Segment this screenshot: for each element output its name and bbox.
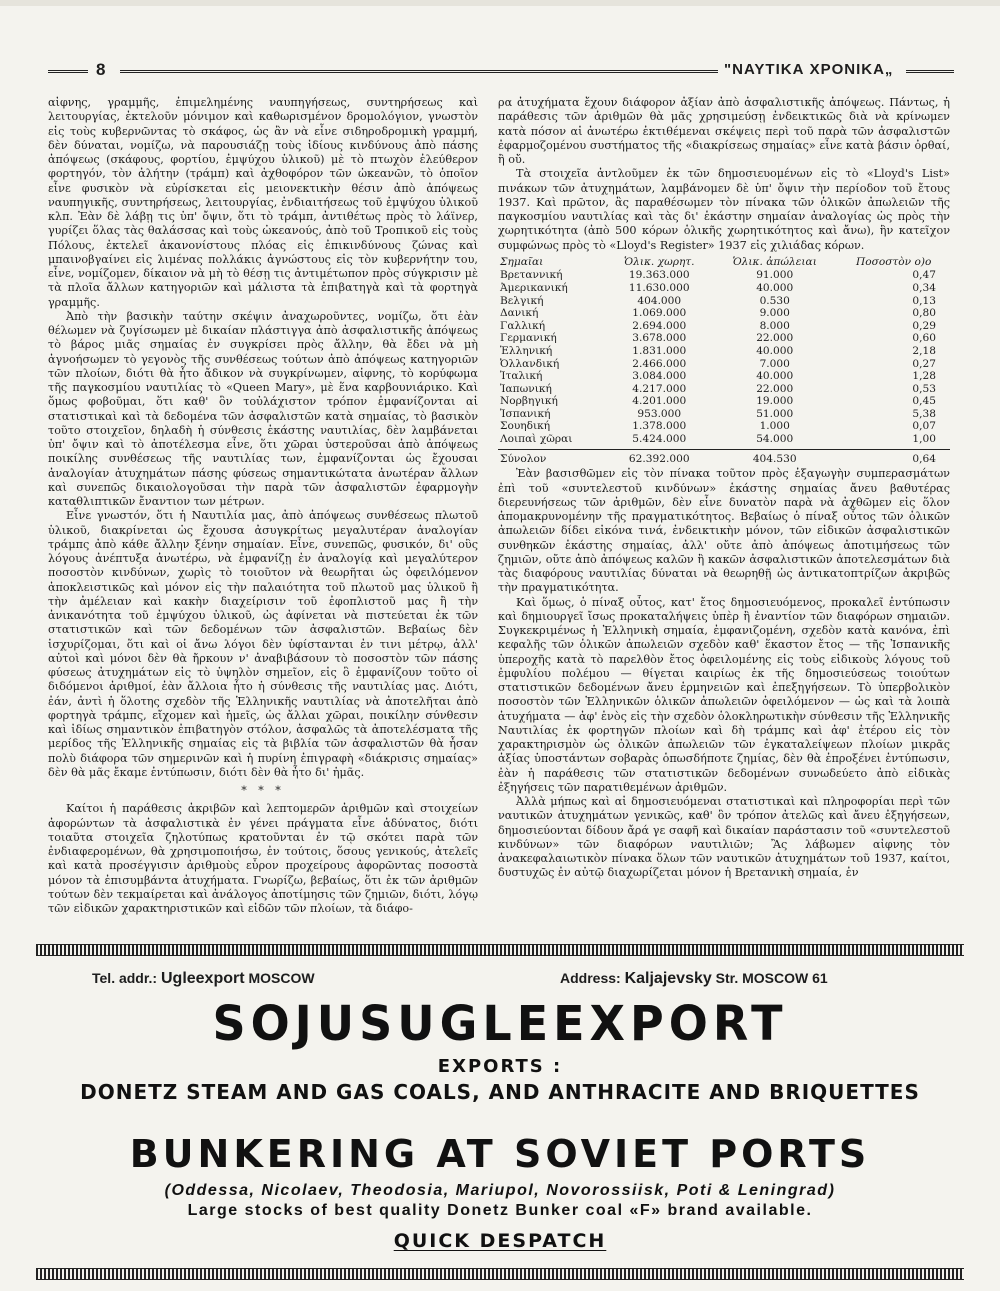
table-cell: 22.000 [756, 332, 794, 345]
ad-products-line: DONETZ STEAM AND GAS COALS, AND ANTHRACITE AND BRIQUETTES [80, 1080, 920, 1104]
table-cell: Γαλλική [500, 319, 546, 332]
right-paragraph-4: Καὶ ὅμως, ὁ πίναξ οὗτος, κατ' ἔτος δημοσιευόμενος, προκαλεῖ ἐντύπωσιν καὶ δημιουργεῖ ἴσως προκαταλήψεις ὑπὲρ ἢ ἐναντίον τῶν διαφόρων σημαιῶν. Συγκεκριμένως ἡ Ἑλληνικὴ σημαία, ἐμφανιζομένη, σχεδὸν κατὰ κανόνα, ἐπὶ κεφαλῆς τῶν ὁλικῶν ἀπωλειῶν σχεδὸν καθ' ἕκαστον ἔτος — τῆς Ἰσπανικῆς ὑπεροχῆς κατὰ τὸ παρελθὸν ἔτος ὀφειλομένης εἰς τοὺς εἰδικοὺς λόγους τοῦ ἐμφυλίου πολέμου — θίγεται καιρίως ἐκ τῆς δημοσιεύσεως τοιούτων στατιστικῶν δεδομένων ἄνευ ἑρμηνειῶν καὶ ἐπεξηγήσεων. Τὸ ὑπερβολικὸν ποσοστὸν τῶν Ἑλληνικῶν ὁλικῶν ἀπωλειῶν ὀφειλόμενον — ὡς καὶ τὰ λοιπὰ ἀτυχήματα — ἀφ' ἑνὸς εἰς τὴν σχεδὸν ὁλοκληρωτικὴν σύνθεσιν τῆς Ἑλληνικῆς Ναυτιλίας ἐκ φορτηγῶν πλοίων καὶ δὴ τράμπς καὶ ἀφ' ἑτέρου εἰς τὸν χαρακτηρισμὸν ὡς ὁλικῶν ἀπωλειῶν τῶν ἐγκαταλείψεων πλοίων μικρᾶς ἀξίας ὑποστάντων σοβαρὰς ὁπωσδήποτε ζημίας, δὲν θὰ ἐπροξένει ἐντύπωσιν, ἐὰν ἡ παράθεσις τῶν στατιστικῶν δεδομένων συνωδεύετο ἀπὸ εἰδικὰς ἐξηγήσεις τῶν παρατιθεμένων ἀριθμῶν. [498, 595, 950, 794]
table-cell: 3.678.000 [632, 332, 687, 345]
ad-company-name: SOJUSUGLEEXPORT [212, 994, 788, 1052]
table-cell: 0,07 [912, 420, 936, 433]
table-cell: 3.084.000 [632, 370, 687, 383]
table-cell: 0,53 [912, 382, 936, 395]
right-paragraph-1: ρα ἀτυχήματα ἔχουν διάφορον ἀξίαν ἀπὸ ἀσφαλιστικῆς ἀπόψεως. Πάντως, ἡ παράθεσις τῶν ἀριθμῶν θὰ μᾶς χρησιμεύσῃ ἐνδεικτικῶς διὰ νὰ κρίνωμεν κατὰ πόσον αἱ ἀνωτέρω ἐκτιθέμεναι σκέψεις περὶ τοῦ παρὰ τῶν ἀσφαλιστῶν ἐφαρμοζομένου συστήματος τῆς «διακρίσεως σημαίας» εἶνε κατὰ βάσιν ὀρθαί, ἢ οὔ. [498, 96, 950, 166]
table-cell: 1.378.000 [632, 420, 687, 433]
right-column [498, 96, 950, 941]
table-header-row [498, 255, 950, 270]
table-cell: 1.000 [759, 420, 790, 433]
table-cell: 0,27 [912, 357, 936, 370]
table-header-cell: Σημαῖαι [500, 255, 544, 268]
table-total-row [498, 449, 950, 465]
table-cell: 5.424.000 [632, 433, 687, 446]
table-row [498, 433, 950, 449]
losses-table [498, 255, 950, 466]
table-cell: Σύνολον [498, 449, 606, 465]
table-cell: 2.466.000 [632, 357, 687, 370]
left-paragraph-3: Εἶνε γνωστόν, ὅτι ἡ Ναυτιλία μας, ἀπὸ ἀπόψεως συνθέσεως πλωτοῦ ὑλικοῦ, διακρίνεται ὡς ἔχουσα ἀσυγκρίτως μεγαλυτέραν ἀναλογίαν τράμπς ἀπὸ κάθε ἄλλην ξένην σημαίαν. Εἶνε, συνεπῶς, φυσικόν, δι' οὓς λόγους ἀνέπτυξα ἀνωτέρω, νὰ ἐμφανίζῃ ἐν ἀναλογίᾳ καὶ μεγαλύτερον ποσοστὸν κινδύνων, χωρὶς τὸ τοιοῦτον νὰ θεωρῆται ὡς ὀφειλόμενον ἀποκλειστικῶς καὶ μόνον εἰς τὴν παλαιότητα τοῦ πλωτοῦ μας ὑλικοῦ ἢ τὴν ἀμέλειαν καὶ κακὴν διαχείρισιν τοῦ ἐφοπλιστοῦ μας ἢ τὴν ἀνικανότητα τοῦ ἐμψύχου ὑλικοῦ, ὡς ἀφίνεται νὰ πιστεύεται ἐκ τῶν στατιστικῶν καὶ τῶν δεδομένων τῶν ἀσφαλιστῶν. Βεβαίως δὲν ἰσχυρίζομαι, ὅτι καὶ οἱ ἄνω λόγοι δὲν ὑφίστανται ἐν τινι μέτρῳ, ἀλλ' αὐτοὶ καὶ μόνοι δὲν θὰ ἤρκουν ν' ἀναβιβάσουν τὸ ποσοστὸν τῶν πάσης φύσεως ἀτυχημάτων εἰς τὸ ὑψηλὸν σημεῖον, εἰς ὃ ἐμφανίζουν τοῦτο οἱ διδόμενοι ἀριθμοί, ἐὰν ἄλλοια ἦτο ἡ σύνθεσις τῆς ναυτιλίας μας. Διότι, ἐάν, ἀντὶ ἡ ὅλοτης σχεδὸν τῆς Ἑλληνικῆς ναυτιλίας νὰ ἀποτελῆται ἀπὸ φορτηγὰ τράμπς, εἴχομεν καὶ ἡμεῖς, ὡς ἄλλαι χῶραι, ποικίλην σύνθεσιν καὶ ἰδίως σημαντικὸν ἐπιβατηγὸν στόλον, ἀσφαλῶς τὰ ἀποτελέσματα τῆς μερίδος τῆς Ἑλληνικῆς σημαίας εἰς τὰ βιβλία τῶν ἀσφαλιστῶν θὰ ἦσαν πολὺ διάφορα τῶν σημερινῶν καὶ ἡ πυρίνη ἐπιγραφὴ «διάκρισις σημαίας» δὲν θὰ μᾶς ἔκαμε ἐντύπωσιν, διότι δὲν θὰ ἦτο δι' ἡμᾶς. [48, 509, 478, 779]
table-cell: Ἰσπανική [500, 407, 551, 420]
table-cell: 22.000 [756, 382, 794, 395]
left-column [48, 96, 478, 941]
table-row [498, 295, 950, 308]
table-row [498, 307, 950, 320]
table-cell: 40.000 [756, 370, 794, 383]
ad-addr-rest: Str. MOSCOW 61 [715, 970, 828, 986]
table-cell: 0.530 [759, 294, 790, 307]
table-cell: Ἑλληνική [500, 344, 553, 357]
table-row [498, 320, 950, 333]
page-header [48, 60, 954, 84]
table-row [498, 358, 950, 371]
table-cell: 404.000 [637, 294, 682, 307]
table-cell: 8.000 [759, 319, 790, 332]
table-cell: 5,38 [912, 407, 936, 420]
scan-edge [0, 0, 1000, 6]
table-cell: 1.069.000 [632, 307, 687, 320]
table-cell: Ἀμερικανική [500, 281, 568, 294]
table-cell: 1,00 [912, 433, 936, 446]
table-cell: Λοιπαὶ χῶραι [500, 433, 573, 446]
table-row [498, 370, 950, 383]
table-body [498, 269, 950, 465]
right-paragraph-3: Ἐὰν βασισθῶμεν εἰς τὸν πίνακα τοῦτον πρὸς ἐξαγωγὴν συμπερασμάτων ἐπὶ τοῦ «συντελεστοῦ κινδύνων» ἑκάστης σημαίας ἄνευ βαθυτέρας διερευνήσεως τῶν ἀριθμῶν, δὲν εἶνε δυνατὸν παρὰ νὰ ἀχθῶμεν εἰς ὅλον ἀπομακρυνομένην τῆς πραγματικότητος. Βεβαίως ὁ πίναξ οὗτος τῶν ὁλικῶν ἀπωλειῶν δίδει εἰκόνα τινά, ἐνδεικτικὴν μόνον, τῶν εἰδικῶν ἀσφαλιστικῶν συνθηκῶν ἑκάστης σημαίας, ἀλλ' οὔτε ἀπὸ ἀπόψεως ἀποτιμήσεως τῶν ζημιῶν, οὔτε ἀπὸ ἀπόψεως καλῶν ἢ κακῶν ἀσφαλιστικῶν ἀποτελεσμάτων διὰ τὰς διαφόρους ναυτιλίας δύναται νὰ θεωρηθῇ ὡς ἀντικατοπτρίζων ἀκριβῶς τὴν πραγματικότητα. [498, 467, 950, 595]
table-cell: 19.000 [756, 395, 794, 408]
page-number: 8 [96, 60, 106, 79]
table-row [498, 395, 950, 408]
advertisement [36, 944, 964, 1282]
table-header-cell: Ὁλικ. ἀπώλειαι [732, 255, 817, 268]
table-cell: Ἰαπωνική [500, 382, 552, 395]
table-row [498, 269, 950, 282]
right-paragraph-2: Τὰ στοιχεῖα ἀντλοῦμεν ἐκ τῶν δημοσιευομένων εἰς τὸ «Lloyd's List» πινάκων τῶν ἀτυχημάτων, λαμβάνομεν δὲ ὑπ' ὄψιν τὴν περίοδον τοῦ ἔτους 1937. Καὶ πρῶτον, ἂς παραθέσωμεν τὸν πίνακα τῶν ὁλικῶν ἀπωλειῶν τῆς παγκοσμίου ναυτιλίας καὶ τὰς δι' ἑκάστην σημαίαν ἀναλογίας ὡς πρὸς τὴν χωρητικότητα (ἀπὸ 500 κόρων ὁλικῆς χωρητικότητος καὶ ἄνω), ἣν κατεῖχον συμφώνως πρὸς τὸ «Lloyd's Register» 1937 εἰς χιλιάδας κόρων. [498, 167, 950, 252]
table-cell: 7.000 [759, 357, 790, 370]
table-cell: 1.831.000 [632, 344, 687, 357]
table-cell: 404.530 [712, 449, 837, 465]
table-cell: 4.201.000 [632, 395, 687, 408]
table-row [498, 345, 950, 358]
table-cell: Γερμανική [500, 332, 557, 345]
table-cell: 40.000 [756, 344, 794, 357]
table-header-cell: Ὁλικ. χωρητ. [624, 255, 695, 268]
ad-tel-label: Tel. addr.: [92, 970, 158, 986]
table-cell: 0,29 [912, 319, 936, 332]
ad-border-top [36, 944, 964, 956]
ad-tel-city: MOSCOW [248, 970, 315, 986]
table-cell: 953.000 [637, 407, 682, 420]
table-row [498, 420, 950, 433]
table-cell: 1,28 [912, 370, 936, 383]
table-cell: 0,60 [912, 332, 936, 345]
section-separator: * * * [241, 784, 285, 797]
table-cell: Σουηδική [500, 420, 551, 433]
ad-border-bottom [36, 1268, 964, 1280]
table-row [498, 408, 950, 421]
table-cell: 62.392.000 [606, 449, 712, 465]
table-cell: Ὀλλανδική [500, 357, 560, 370]
right-paragraph-5: Ἀλλὰ μήπως καὶ αἱ δημοσιευόμεναι στατιστικαὶ καὶ πληροφορίαι περὶ τῶν ναυτικῶν ἀτυχημάτων γενικῶς, καθ' ὃν τρόπον ἀτελῶς καὶ ἄνευ ἐξηγήσεων, δημοσιεύονται δίδουν ἄρά γε σαφῆ καὶ δικαίαν παράστασιν τοῦ «συντελεστοῦ κινδύνων» τῶν διαφόρων ναυτιλιῶν; Ἂς λάβωμεν αἰφνης τὸν ἀνακεφαλαιωτικὸν πίνακα ὅλων τῶν ναυτικῶν ἀτυχημάτων τοῦ 1937, καίτοι, δυστυχῶς ἐν αὐτῷ διαχωρίζεται μόνον ἡ Βρετανικὴ σημαία, ἐν [498, 795, 950, 880]
table-cell: 40.000 [756, 281, 794, 294]
journal-title: "ΝΑΥΤΙΚΑ ΧΡΟΝΙΚΑ„ [724, 61, 894, 78]
table-cell: 51.000 [756, 407, 794, 420]
table-row [498, 282, 950, 295]
left-paragraph-4: Καίτοι ἡ παράθεσις ἀκριβῶν καὶ λεπτομερῶν ἀριθμῶν καὶ στοιχείων ἀφορώντων τὰ ἀσφαλιστικὰ ἐν γένει πράγματα εἶνε ἀδύνατος, διότι τοιαῦτα στοιχεῖα ζηλοτύπως κρατοῦνται ἐν τῷ σκότει παρὰ τῶν ἐνδιαφερομένων, θὰ χρησιμοποιήσω, ἐν τούτοις, ὅσους γενικούς, ἀτελεῖς καὶ κατὰ προσέγγισιν ἀριθμοὺς εὗρον προχείρους ἀφορῶντας ποσοστὰ μόνον τὰ ἐπισυμβάντα ἀτυχήματα. Γνωρίζω, βεβαίως, ὅτι ἐκ τῶν ἀριθμῶν τούτων δὲν τεκμαίρεται καὶ ἀνάλογος ἀποτίμησις τῶν ζημιῶν, διότι, λόγῳ τῶν εἰδικῶν χαρακτηριστικῶν καὶ εἰδῶν τῶν πλοίων, τὰ διάφο- [48, 802, 478, 915]
table-cell: 54.000 [756, 433, 794, 446]
table-cell: 0,80 [912, 307, 936, 320]
table-row [498, 383, 950, 396]
table-cell: 2.694.000 [632, 319, 687, 332]
ad-addr-value: Kaljajevsky [624, 970, 712, 987]
table-cell: 2,18 [912, 344, 936, 357]
table-cell: 91.000 [756, 269, 794, 282]
ad-bunkering-heading: BUNKERING AT SOVIET PORTS [129, 1132, 871, 1176]
table-cell: 0,13 [912, 294, 936, 307]
table-cell: 4.217.000 [632, 382, 687, 395]
ad-stocks-line: Large stocks of best quality Donetz Bunker coal «F» brand available. [187, 1202, 813, 1219]
ad-tel-value: Ugleexport [160, 970, 245, 987]
header-rule-middle [120, 70, 718, 73]
ad-exports-heading: EXPORTS : [437, 1056, 563, 1077]
table-cell: Δανική [500, 307, 539, 320]
left-paragraph-2: Ἀπὸ τὴν βασικὴν ταύτην σκέψιν ἀναχωροῦντες, νομίζω, ὅτι ἐὰν θέλωμεν νὰ ζυγίσωμεν μὲ δικαίαν πλάστιγγα ἀπὸ ἀσφαλιστικῆς ἀπόψεως τὸ βάρος μιᾶς σημαίας ἐν συγκρίσει πρὸς ἄλλην, θὰ ἔδει νὰ μὴ ἀγνοήσωμεν τὸ γεγονὸς τῆς συνθέσεως τούτων ἀπὸ ἀπόψεως κατηγοριῶν τῶν πλοίων, διότι θὰ ἦτο ἄδικον νὰ συγκρίνωμεν, αἰφνης, τὸ κορύφωμα τῆς παγκοσμίου ναυτιλίας τὸ «Queen Mary», μὲ ἕνα καρβουνιάρικο. Καὶ ὅμως φοβοῦμαι, ὅτι καθ' ὃν τοὐλάχιστον τρόπον ἐμφανίζονται αἱ στατιστικαὶ καὶ τὰ δεδομένα τῶν ἀσφαλιστῶν κατὰ σημαίας, τὸ βασικὸν τοῦτο στοιχεῖον, δηλαδὴ ἡ σύνθεσις ἑκάστης ναυτιλίας, δὲν λαμβάνεται ὑπ' ὄψιν καὶ τὸ ἀποτέλεσμα εἶνε, ὅτι χῶραι ὑστεροῦσαι ἀπὸ ἀπόψεως ποικίλης συνθέσεως τῆς ναυτιλίας των, ἐμφανίζονται ὡς ἔχουσαι ἀναλογίαν ἀτυχημάτων πάσης φύσεως σημαντικώτατα ἀνωτέραν ἄλλων καὶ συνεπῶς δικαιολογοῦσαι τὴν παρὰ τῶν ἀσφαλιστῶν ἐφαρμογὴν καταθλιπτικῶν ἔναντιον των μέτρων. [48, 309, 478, 508]
table-cell: 0,45 [912, 395, 936, 408]
table-row [498, 332, 950, 345]
table-cell: Βελγική [500, 294, 544, 307]
ad-ports-list: (Oddessa, Nicolaev, Theodosia, Mariupol, Novorossiisk, Poti & Leningrad) [164, 1182, 836, 1199]
header-rule-right [906, 70, 954, 73]
table-cell: 0,34 [912, 281, 936, 294]
table-cell: 9.000 [759, 307, 790, 320]
left-paragraph-1: αἰφνης, γραμμῆς, ἐπιμελημένης ναυπηγήσεως, συντηρήσεως καὶ λειτουργίας, ἐκτελοῦν μόνιμον καὶ καθωρισμένον δρομολόγιον, γνωστὸν εἰς τοὺς κυβερνῶντας τὸ σκάφος, ὡς ἂν νὰ εἶνε σιδηροδρομικὴ γραμμή, δὲν δύναται, νομίζω, νὰ παρουσιάζῃ τοὺς ἰδίους κινδύνους ἀπὸ πάσης ἀπόψεως (σκάφους, φορτίου, ἐμψύχου ὑλικοῦ) μὲ τὸ πτωχὸν ἐλεύθερον φορτηγόν, τὸν ἀλήτην (τράμπ) καὶ ἀχθοφόρον τῶν ὠκεανῶν, τὸ ὁποῖον εἶνε φυσικὸν νὰ εὑρίσκεται εἰς μειονεκτικὴν θέσιν ἀπὸ ἀπόψεως ναυπηγικῆς, συντηρήσεως, λειτουργίας, ἐνδιαιτήσεως τοῦ ἐμψύχου ὑλικοῦ κλπ. Ἐὰν δὲ λάβῃ τις ὑπ' ὄψιν, ὅτι τὸ τράμπ, ἀντιθέτως πρὸς τὸ λάϊνερ, γυρίζει ὅλας τὰς θαλάσσας καὶ τοὺς ὠκεανούς, ἀπὸ τοῦ Τροπικοῦ εἰς τοὺς Πόλους, ἐκτελεῖ ἀκανονίστους πλόας εἰς ἐπικινδύνους ζώνας καὶ μπαινοβγαίνει εἰς λιμένας πολλάκις ἀγνώστους εἰς τὸν κυβερνήτην του, εἶνε, νομίζομεν, δίκαιον νὰ μὴ τὸ θέσῃ τις ἀντιμέτωπον πρὸς σύγκρισιν μὲ τὰ πλοῖα ἄλλων κατηγοριῶν καὶ μάλιστα τὰ ἐπιβατηγὰ καὶ τὰ φορτηγὰ γραμμῆς. [48, 96, 478, 309]
ad-telegraph-address [92, 970, 315, 988]
table-cell: 11.630.000 [628, 281, 690, 294]
ad-street-address [560, 970, 828, 988]
table-cell: 0,64 [837, 449, 950, 465]
ad-quick-despatch: QUICK DESPATCH [393, 1230, 607, 1252]
table-cell: Νορβηγική [500, 395, 558, 408]
table-cell: 0,47 [912, 269, 936, 282]
table-cell: Βρεταννική [500, 269, 563, 282]
table-cell: Ἰταλική [500, 370, 543, 383]
header-rule-left [48, 70, 88, 73]
table-header-cell: Ποσοστὸν ο)ο [855, 255, 932, 268]
ad-addr-label: Address: [560, 970, 621, 986]
table-cell: 19.363.000 [628, 269, 690, 282]
